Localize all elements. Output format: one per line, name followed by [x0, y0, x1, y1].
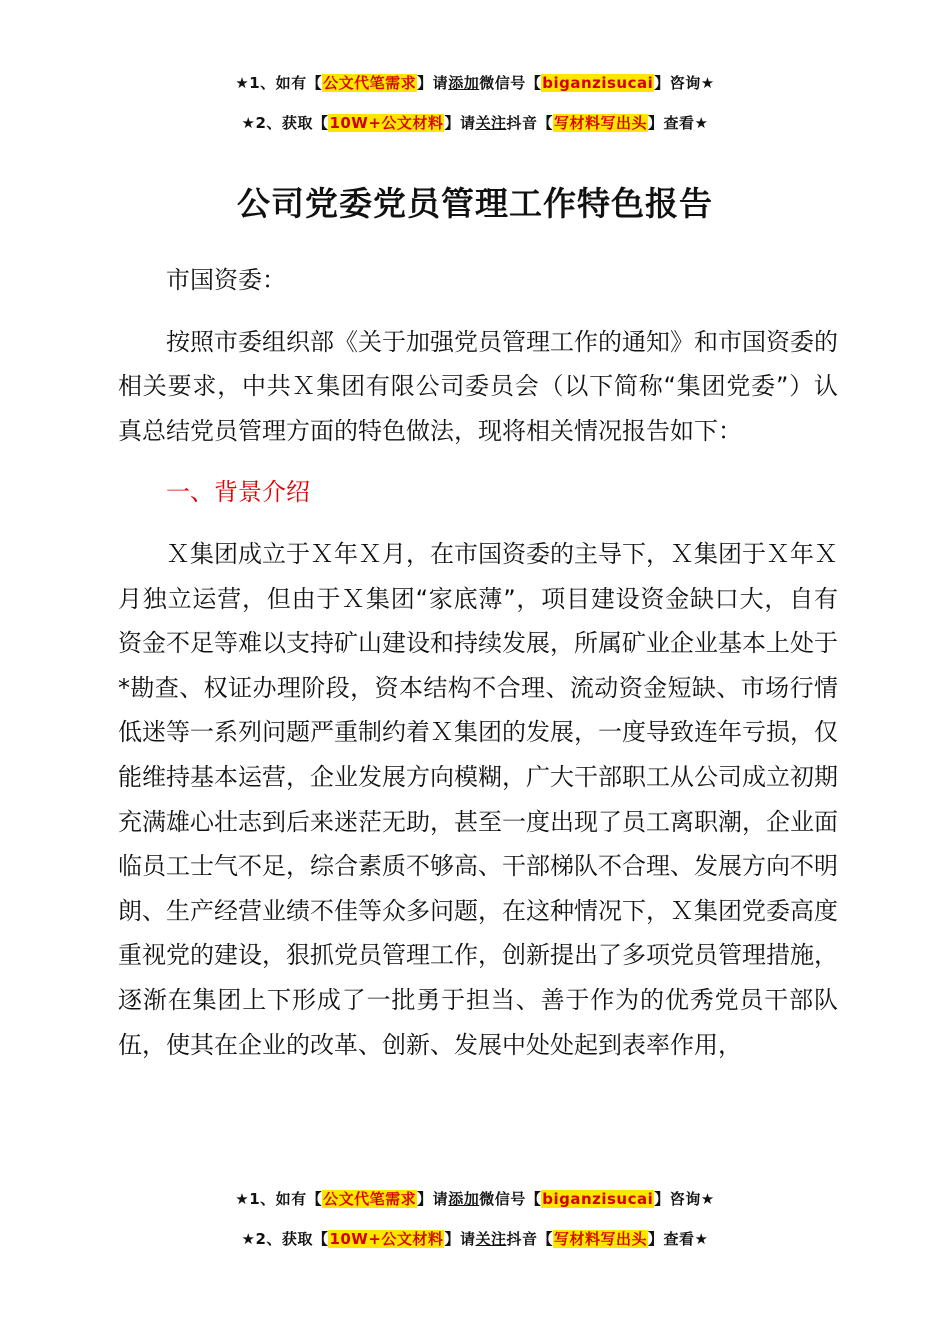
- document-title: 公司党委党员管理工作特色报告: [237, 184, 713, 223]
- promo-highlight: 公文代笔需求: [323, 74, 417, 92]
- promo-highlight: 公文代笔需求: [323, 1190, 417, 1208]
- promo-highlight: 10W+公文材料: [329, 114, 444, 132]
- promo-text: 】请: [417, 1190, 449, 1208]
- promo-text: 抖音【: [506, 1230, 553, 1248]
- promo-text: ★1、如有【: [235, 1190, 323, 1208]
- salutation: 市国资委：: [166, 266, 286, 294]
- promo-text: 】查看★: [648, 114, 709, 132]
- promo-underline: 添加: [448, 74, 480, 92]
- section-heading: 一、背景介绍: [166, 478, 310, 507]
- intro-paragraph: 按照市委组织部《关于加强党员管理工作的通知》和市国资委的相关要求，中共Ｘ集团有限公司委员会（以下简称“集团党委”）认真总结党员管理方面的特色做法，现将相关情况报告如下：: [118, 327, 838, 445]
- promo-text: ★2、获取【: [241, 114, 329, 132]
- promo-text: 】咨询★: [654, 1190, 715, 1208]
- promo-highlight: 写材料写出头: [553, 114, 647, 132]
- promo-underline: 关注: [475, 114, 507, 132]
- promo-text: 】请: [444, 114, 476, 132]
- promo-text: ★2、获取【: [241, 1230, 329, 1248]
- promo-line-1: [0, 72, 950, 93]
- promo-text: 抖音【: [506, 114, 553, 132]
- promo-highlight: biganzisucai: [542, 1190, 654, 1208]
- promo-text: 微信号【: [479, 1190, 542, 1208]
- section-paragraph: Ｘ集团成立于Ｘ年Ｘ月，在市国资委的主导下，Ｘ集团于Ｘ年Ｘ月独立运营，但由于Ｘ集团“家底薄”，项目建设资金缺口大，自有资金不足等难以支持矿山建设和持续发展，所属矿业企业基本上处于*勘查、权证办理阶段，资本结构不合理、流动资金短缺、市场行情低迷等一系列问题严重制约着Ｘ集团的发展，一度导致连年亏损，仅能维持基本运营，企业发展方向模糊，广大干部职工从公司成立初期充满雄心壮志到后来迷茫无助，甚至一度出现了员工离职潮，企业面临员工士气不足，综合素质不够高、干部梯队不合理、发展方向不明朗、生产经营业绩不佳等众多问题，在这种情况下，Ｘ集团党委高度重视党的建设，狠抓党员管理工作，创新提出了多项党员管理措施，逐渐在集团上下形成了一批勇于担当、善于作为的优秀党员干部队伍，使其在企业的改革、创新、发展中处处起到表率作用，: [118, 539, 838, 1059]
- promo-underline: 添加: [448, 1190, 480, 1208]
- promo-highlight: biganzisucai: [542, 74, 654, 92]
- promo-underline: 关注: [475, 1230, 507, 1248]
- promo-text: 】咨询★: [654, 74, 715, 92]
- promo-text: ★1、如有【: [235, 74, 323, 92]
- promo-line-2: [0, 112, 950, 133]
- promo-highlight: 10W+公文材料: [329, 1230, 444, 1248]
- promo-text: 】请: [417, 74, 449, 92]
- promo-text: 微信号【: [479, 74, 542, 92]
- promo-text: 】查看★: [648, 1230, 709, 1248]
- promo-line-4: [0, 1228, 950, 1249]
- promo-highlight: 写材料写出头: [553, 1230, 647, 1248]
- promo-line-3: [0, 1188, 950, 1209]
- promo-text: 】请: [444, 1230, 476, 1248]
- document-body: [118, 258, 838, 1067]
